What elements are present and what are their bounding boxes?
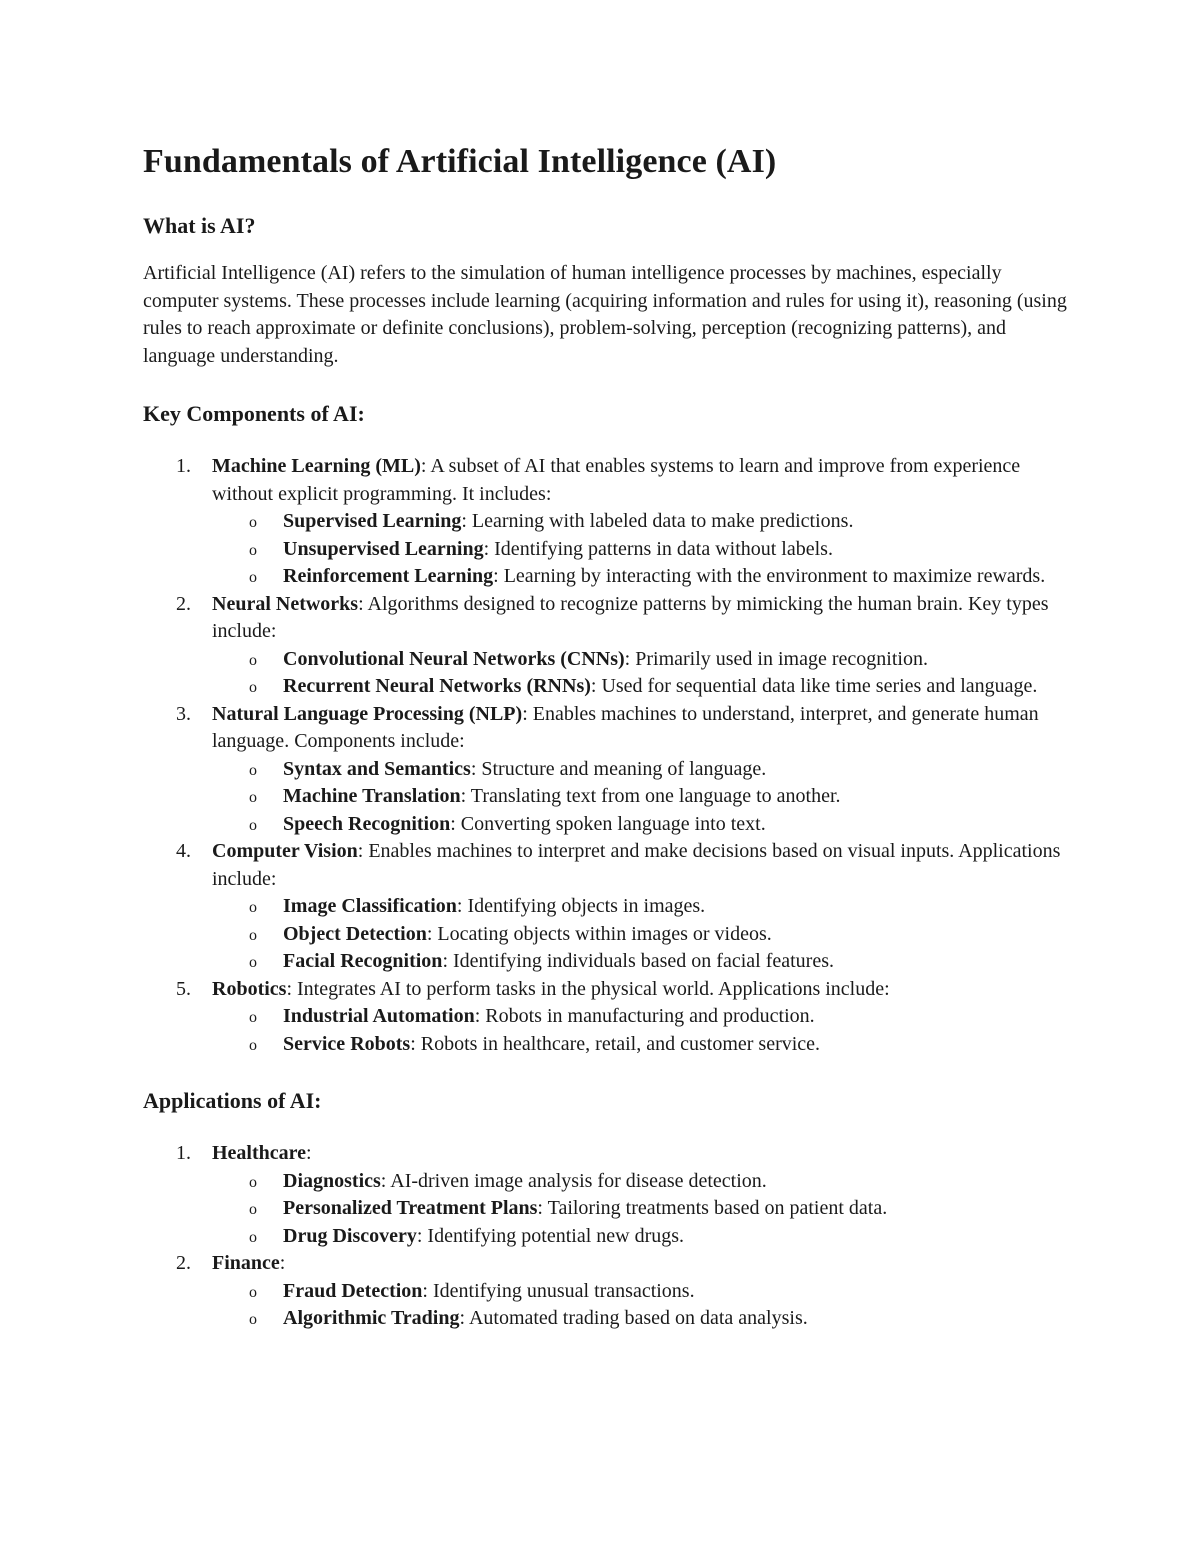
sub-item-description: : Identifying patterns in data without labels. xyxy=(483,537,833,560)
item-term: Neural Networks xyxy=(212,592,359,615)
item-description: : xyxy=(279,1252,286,1274)
sub-item-term: Convolutional Neural Networks (CNNs) xyxy=(283,647,625,670)
numbered-list-item xyxy=(143,453,1073,591)
sub-item-description: : Identifying individuals based on facial features. xyxy=(442,950,834,972)
circle-bullet-icon: o xyxy=(249,761,257,779)
list-number: 2. xyxy=(176,592,191,615)
sub-item-description: : Automated trading based on data analysis. xyxy=(459,1307,808,1329)
sub-item-description: : Used for sequential data like time series and language. xyxy=(590,675,1038,697)
circle-bullet-icon: o xyxy=(249,514,257,531)
key-components-list xyxy=(143,453,1073,1058)
sub-item-term: Reinforcement Learning xyxy=(283,565,494,587)
item-term: Machine Learning (ML) xyxy=(212,455,421,477)
circle-bullet-icon: o xyxy=(249,1311,257,1328)
sub-item-term: Drug Discovery xyxy=(283,1224,417,1247)
circle-bullet-icon: o xyxy=(249,954,257,971)
item-term: Computer Vision xyxy=(212,840,358,862)
item-description: : Enables machines to interpret and make decisions based on visual inputs. Applications include: xyxy=(212,840,1061,890)
item-description: : Integrates AI to perform tasks in the physical world. Applications include: xyxy=(286,977,890,1000)
sub-item-term: Image Classification xyxy=(283,895,457,917)
sub-item-description: : Identifying unusual transactions. xyxy=(422,1279,695,1302)
numbered-list-item xyxy=(143,838,1073,976)
sub-list-item xyxy=(212,948,1073,976)
sub-list-item xyxy=(212,811,1073,839)
sub-item-description: : Identifying potential new drugs. xyxy=(416,1224,685,1247)
list-number: 1. xyxy=(176,1142,191,1164)
sub-list-item xyxy=(212,1305,1073,1333)
numbered-list-item xyxy=(143,701,1073,839)
section-heading-key-components: Key Components of AI: xyxy=(143,401,365,426)
sub-item-term: Supervised Learning xyxy=(283,510,462,532)
sub-item-term: Fraud Detection xyxy=(283,1279,423,1302)
sub-item-term: Machine Translation xyxy=(283,785,461,807)
circle-bullet-icon: o xyxy=(249,651,257,669)
sub-list-item xyxy=(212,1031,1073,1059)
sub-list xyxy=(212,893,1073,976)
sub-item-description: : Locating objects within images or videos. xyxy=(426,922,772,945)
numbered-list-item xyxy=(143,1250,1073,1333)
sub-item-term: Object Detection xyxy=(283,922,427,945)
item-term: Natural Language Processing (NLP) xyxy=(212,702,523,725)
page-title: Fundamentals of Artificial Intelligence (AI) xyxy=(143,143,777,180)
circle-bullet-icon: o xyxy=(249,679,257,696)
sub-item-term: Speech Recognition xyxy=(283,812,451,835)
sub-list xyxy=(212,756,1073,839)
sub-item-term: Personalized Treatment Plans xyxy=(283,1197,538,1219)
sub-item-description: : Tailoring treatments based on patient data. xyxy=(537,1197,888,1219)
sub-item-description: : Robots in manufacturing and production. xyxy=(474,1005,815,1027)
sub-item-description: : Learning by interacting with the environment to maximize rewards. xyxy=(493,565,1046,587)
sub-list-item xyxy=(212,893,1073,921)
sub-item-term: Syntax and Semantics xyxy=(283,757,471,780)
sub-list-item xyxy=(212,1195,1073,1223)
sub-item-description: : AI-driven image analysis for disease detection. xyxy=(380,1169,767,1192)
list-number: 1. xyxy=(176,455,191,477)
sub-item-term: Diagnostics xyxy=(283,1169,381,1192)
numbered-list-item xyxy=(143,976,1073,1059)
sub-item-term: Service Robots xyxy=(283,1032,411,1055)
section-heading-applications: Applications of AI: xyxy=(143,1088,322,1113)
sub-list-item xyxy=(212,1223,1073,1251)
sub-list-item xyxy=(212,536,1073,564)
list-number: 2. xyxy=(176,1252,191,1274)
section-heading-what-is-ai: What is AI? xyxy=(143,213,256,238)
item-term: Healthcare xyxy=(212,1142,307,1164)
sub-item-term: Unsupervised Learning xyxy=(283,537,484,560)
item-description: : Algorithms designed to recognize patterns by mimicking the human brain. Key types include: xyxy=(212,592,1049,642)
circle-bullet-icon: o xyxy=(249,1283,257,1301)
sub-list-item xyxy=(212,1168,1073,1196)
list-number: 4. xyxy=(176,840,191,862)
item-term: Robotics xyxy=(212,977,287,1000)
sub-item-term: Algorithmic Trading xyxy=(283,1307,460,1329)
sub-list xyxy=(212,1003,1073,1058)
intro-paragraph: Artificial Intelligence (AI) refers to the simulation of human intelligence processes by machines, especially computer systems. These processes include learning (acquiring information and rules for using it), reasoning (using rules to reach approximate or definite conclusions), problem-solving, perception (recognizing patterns), and language understanding. xyxy=(143,262,1067,367)
circle-bullet-icon: o xyxy=(249,1228,257,1246)
circle-bullet-icon: o xyxy=(249,1036,257,1054)
list-number: 5. xyxy=(176,977,191,1000)
item-description: : Enables machines to understand, interpret, and generate human language. Components include: xyxy=(212,702,1039,752)
circle-bullet-icon: o xyxy=(249,899,257,916)
sub-list-item xyxy=(212,673,1073,701)
sub-list xyxy=(212,1168,1073,1251)
sub-list-item xyxy=(212,783,1073,811)
applications-list xyxy=(143,1140,1073,1333)
sub-list xyxy=(212,646,1073,701)
circle-bullet-icon: o xyxy=(249,816,257,834)
sub-list-item xyxy=(212,1278,1073,1306)
numbered-list-item xyxy=(143,591,1073,701)
circle-bullet-icon: o xyxy=(249,789,257,806)
circle-bullet-icon: o xyxy=(249,1201,257,1218)
sub-item-description: : Primarily used in image recognition. xyxy=(624,647,928,670)
item-description: : A subset of AI that enables systems to learn and improve from experience without explicit programming. It includes: xyxy=(212,455,1021,505)
sub-item-term: Facial Recognition xyxy=(283,950,443,972)
circle-bullet-icon: o xyxy=(249,1009,257,1026)
sub-item-description: : Robots in healthcare, retail, and customer service. xyxy=(410,1032,821,1055)
sub-item-description: : Structure and meaning of language. xyxy=(470,757,767,780)
item-description: : xyxy=(306,1142,312,1164)
sub-item-description: : Identifying objects in images. xyxy=(456,895,706,917)
sub-list-item xyxy=(212,921,1073,949)
sub-list xyxy=(212,508,1073,591)
circle-bullet-icon: o xyxy=(249,569,257,586)
sub-item-description: : Learning with labeled data to make predictions. xyxy=(461,510,854,532)
list-number: 3. xyxy=(176,702,191,725)
item-term: Finance xyxy=(212,1252,280,1274)
sub-list-item xyxy=(212,1003,1073,1031)
circle-bullet-icon: o xyxy=(249,1173,257,1191)
sub-item-term: Recurrent Neural Networks (RNNs) xyxy=(283,675,591,697)
sub-item-description: : Translating text from one language to another. xyxy=(460,785,841,807)
sub-list-item xyxy=(212,756,1073,784)
circle-bullet-icon: o xyxy=(249,926,257,944)
sub-item-description: : Converting spoken language into text. xyxy=(450,812,766,835)
sub-list xyxy=(212,1278,1073,1333)
circle-bullet-icon: o xyxy=(249,541,257,559)
sub-list-item xyxy=(212,646,1073,674)
sub-list-item xyxy=(212,508,1073,536)
sub-item-term: Industrial Automation xyxy=(283,1005,475,1027)
sub-list-item xyxy=(212,563,1073,591)
document-page xyxy=(143,140,1073,1333)
numbered-list-item xyxy=(143,1140,1073,1250)
